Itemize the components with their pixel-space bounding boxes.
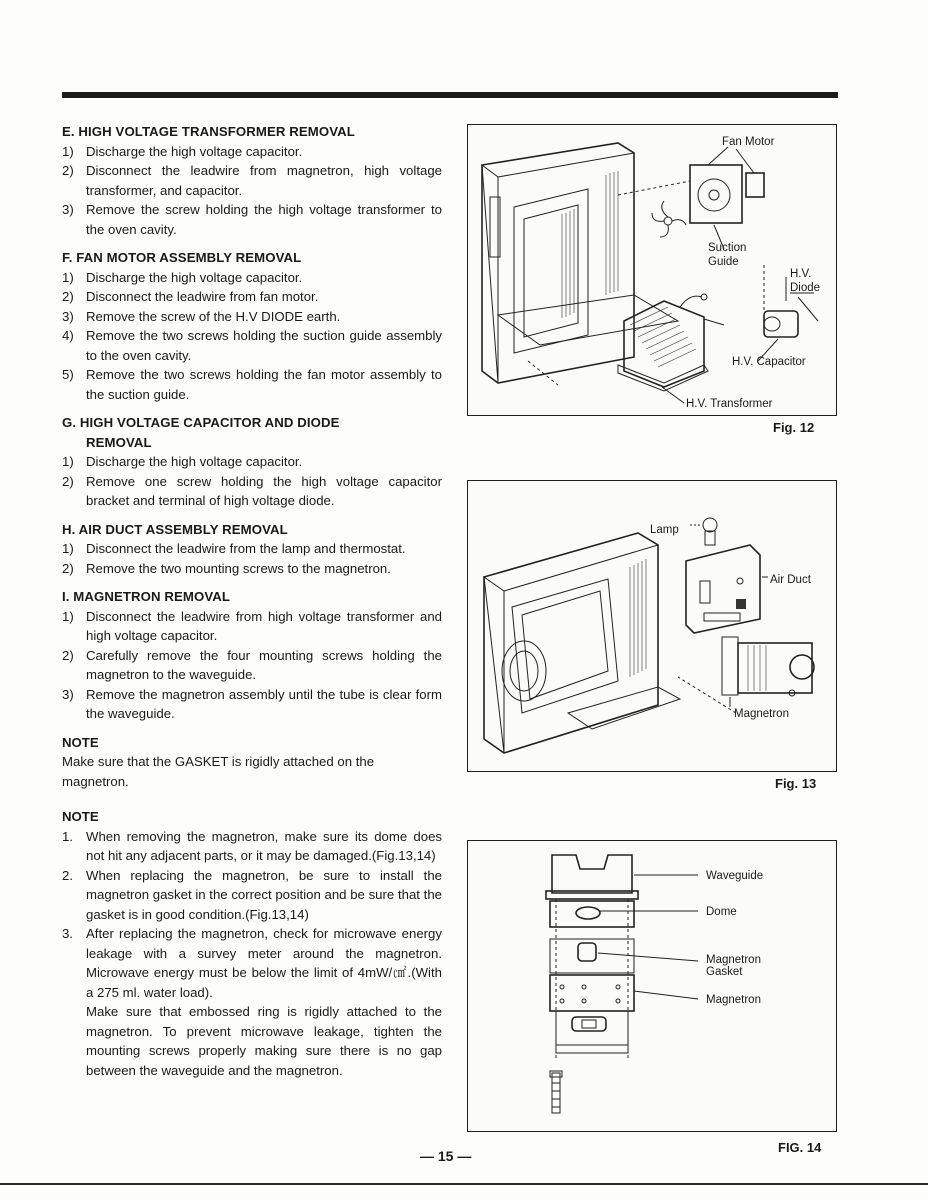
step: 5) Remove the two screws holding the fan motor assembly to the suction guide.: [62, 367, 442, 402]
waveguide-label: Waveguide: [706, 870, 764, 882]
fig14-illustration: [468, 841, 836, 1131]
section-i-steps: [62, 607, 442, 724]
fig13-illustration: [468, 481, 836, 771]
section-e-steps: [62, 142, 442, 240]
note-text: Make sure that the GASKET is rigidly attached on the magnetron.: [62, 754, 375, 789]
dome-label: Dome: [706, 906, 737, 918]
header-rule: [62, 92, 838, 98]
figure-14: [467, 840, 837, 1132]
air-duct-drawing: [686, 545, 760, 633]
fig12-illustration: [468, 125, 836, 415]
instructions-column: [62, 122, 442, 1080]
figure-13: [467, 480, 837, 772]
fig12-caption: Fig. 12: [773, 420, 815, 435]
step: 4) Remove the two screws holding the suction guide assembly to the oven cavity.: [62, 328, 442, 363]
note-item: 2. When replacing the magnetron, be sure to install the magnetron gasket in the correct position and be sure that the gasket is in good condition.(Fig.13,14): [62, 867, 442, 922]
section-g: [62, 413, 442, 511]
page-number: — 15 —: [420, 1148, 472, 1164]
note-item: 1. When removing the magnetron, make sure its dome does not hit any adjacent parts, or it may be damaged.(Fig.13,14): [62, 828, 442, 863]
section-e-title: E. HIGH VOLTAGE TRANSFORMER REMOVAL: [62, 124, 355, 139]
section-i-title: I. MAGNETRON REMOVAL: [62, 589, 231, 604]
step: 1) Discharge the high voltage capacitor.: [62, 269, 303, 285]
fig14-caption: FIG. 14: [778, 1140, 822, 1155]
gasket-label: Gasket: [706, 966, 743, 978]
note-item: 3. After replacing the magnetron, check for microwave energy leakage with a survey meter around the magnetron. Microwave energy must be below the limit of 4mW/㎠.(With a 275 ml. water load). Make sure that embossed ring is rigidly attached to the magnetron. To prevent microwave leakage, tighten the mounting screws properly making sure there is no gap between the waveguide and the magnetron.: [62, 926, 442, 1078]
step: 2) Remove the two mounting screws to the magnetron.: [62, 560, 391, 576]
step: 1) Discharge the high voltage capacitor.: [62, 454, 303, 469]
magnetron-label: Magnetron: [734, 708, 789, 720]
section-h: [62, 520, 442, 579]
air-duct-label: Air Duct: [770, 574, 811, 586]
oven-cavity-drawing: [484, 533, 680, 753]
section-h-title: H. AIR DUCT ASSEMBLY REMOVAL: [62, 521, 288, 537]
note-heading: NOTE: [62, 809, 99, 824]
section-f-title: F. FAN MOTOR ASSEMBLY REMOVAL: [62, 250, 302, 265]
section-f: [62, 248, 442, 404]
lamp-label: Lamp: [650, 524, 679, 536]
magnetron-label: Magnetron: [706, 994, 761, 1006]
magnetron-drawing: [722, 637, 814, 696]
section-g-title: G. HIGH VOLTAGE CAPACITOR AND DIODE REMOVAL: [62, 415, 340, 450]
section-i: [62, 587, 442, 724]
section-e: [62, 122, 442, 239]
step: 3) Remove the screw holding the high voltage transformer to the oven cavity.: [62, 202, 442, 237]
fan-motor-label: Fan Motor: [722, 136, 775, 148]
step: 3) Remove the screw of the H.V DIODE earth.: [62, 308, 341, 324]
gasket-label: Magnetron: [706, 954, 761, 966]
section-g-steps: [62, 452, 442, 511]
oven-cavity-drawing: [482, 143, 678, 383]
note-heading: NOTE: [62, 734, 99, 750]
step: 2) Remove one screw holding the high voltage capacitor bracket and terminal of high voltage diode.: [62, 473, 442, 508]
step: 1) Disconnect the leadwire from the lamp and thermostat.: [62, 541, 406, 556]
hv-diode-label: Diode: [790, 282, 821, 294]
figure-12: [467, 124, 837, 416]
step: 2) Carefully remove the four mounting screws holding the magnetron to the waveguide.: [62, 647, 442, 682]
suction-guide-label: Guide: [708, 256, 739, 268]
hv-capacitor-label: H.V. Capacitor: [732, 356, 806, 368]
section-h-steps: [62, 539, 442, 578]
step: 1) Discharge the high voltage capacitor.: [62, 143, 303, 159]
hv-diode-label: H.V.: [790, 268, 812, 280]
step: 1) Disconnect the leadwire from high voltage transformer and high voltage capacitor.: [62, 608, 442, 643]
step: 2) Disconnect the leadwire from magnetron, high voltage transformer, and capacitor.: [62, 163, 442, 198]
fan-motor-drawing: [618, 165, 764, 237]
step: 3) Remove the magnetron assembly until the tube is clear form the waveguide.: [62, 686, 442, 721]
step: 2) Disconnect the leadwire from fan motor.: [62, 289, 319, 304]
fig13-caption: Fig. 13: [775, 776, 817, 791]
section-f-steps: [62, 268, 442, 405]
magnetron-exploded-drawing: [546, 855, 638, 1113]
suction-guide-label: Suction: [708, 242, 747, 254]
lamp-drawing: [690, 518, 717, 545]
hv-transformer-label: H.V. Transformer: [686, 398, 773, 410]
footer-rule: [0, 1183, 928, 1185]
note-list: [62, 827, 442, 1081]
